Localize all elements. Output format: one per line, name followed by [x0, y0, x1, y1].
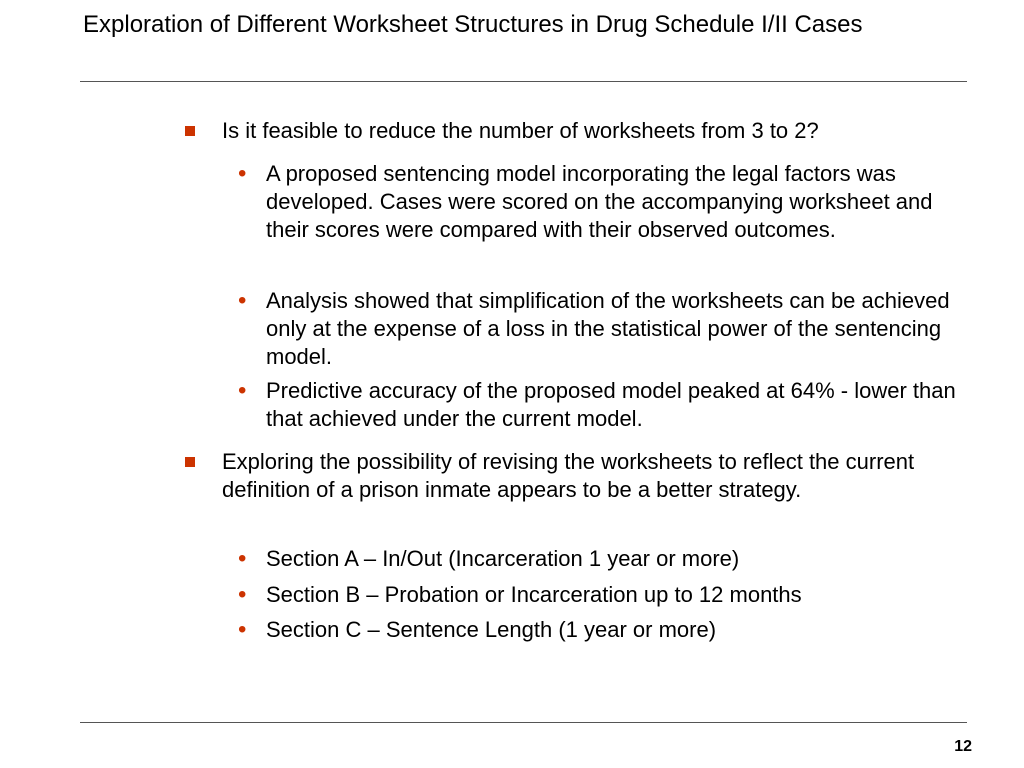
sub-bullet-text: Section B – Probation or Incarceration up to 12 months [266, 582, 802, 607]
square-bullet-icon [185, 126, 195, 136]
dot-bullet-icon: • [238, 616, 247, 643]
sub-bullet-2-1 [238, 545, 966, 573]
bullet-1 [222, 117, 962, 145]
sub-bullet-text: Analysis showed that simplification of the worksheets can be achieved only at the expense of a loss in the statistical power of the sentencing model. [266, 288, 950, 369]
sub-bullet-2-2 [238, 581, 966, 609]
slide-title: Exploration of Different Worksheet Structures in Drug Schedule I/II Cases [83, 11, 863, 38]
sub-bullet-text: Section C – Sentence Length (1 year or more) [266, 617, 717, 642]
square-bullet-icon [185, 457, 195, 467]
sub-bullet-1-1 [238, 160, 966, 244]
dot-bullet-icon: • [238, 545, 247, 572]
sub-bullet-text: A proposed sentencing model incorporating the legal factors was developed. Cases were scored on the accompanying worksheet and their scores were compared with their observed outcomes. [266, 161, 933, 242]
sub-bullet-2-3 [238, 616, 966, 644]
page-number: 12 [954, 738, 972, 755]
bullet-text: Is it feasible to reduce the number of worksheets from 3 to 2? [222, 118, 819, 143]
footer-divider [80, 722, 967, 723]
bullet-text: Exploring the possibility of revising the worksheets to reflect the current definition of a prison inmate appears to be a better strategy. [222, 449, 915, 502]
sub-bullet-1-2 [238, 287, 966, 371]
dot-bullet-icon: • [238, 377, 247, 404]
dot-bullet-icon: • [238, 581, 247, 608]
dot-bullet-icon: • [238, 287, 247, 314]
sub-bullet-text: Section A – In/Out (Incarceration 1 year or more) [266, 546, 740, 571]
dot-bullet-icon: • [238, 160, 247, 187]
bullet-2 [222, 448, 962, 504]
sub-bullet-1-3 [238, 377, 966, 433]
sub-bullet-text: Predictive accuracy of the proposed model peaked at 64% - lower than that achieved under the current model. [266, 378, 956, 431]
